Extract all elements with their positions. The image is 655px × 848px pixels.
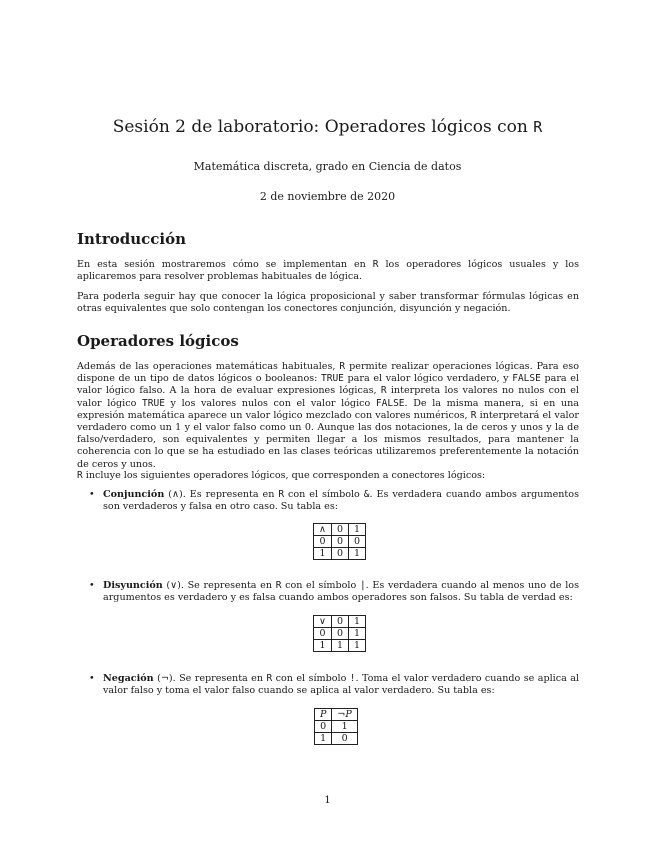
table-cell: ¬P — [332, 709, 357, 721]
text: Además de las operaciones matemáticas habituales, — [77, 361, 340, 372]
term: Disyunción — [103, 580, 163, 591]
table-cell: 0 — [331, 548, 348, 560]
text: incluye los siguientes operadores lógicos, que corresponden a conectores lógicos: — [82, 470, 486, 481]
bullet-icon: • — [89, 673, 95, 684]
list-item-text — [103, 673, 579, 697]
table-cell: 1 — [314, 548, 332, 560]
table-cell: 0 — [331, 616, 348, 628]
text: con el símbolo — [272, 673, 350, 684]
table-cell: P — [315, 709, 332, 721]
text: permite realizar operaciones lógicas. Para eso dispone de un tipo de datos lógicos o booleanos: — [77, 361, 579, 385]
table-row — [314, 548, 366, 560]
document-subtitle: Matemática discreta, grado en Ciencia de datos — [193, 160, 462, 173]
table-cell: 1 — [314, 640, 332, 652]
table-cell: 0 — [331, 536, 348, 548]
table-cell: 0 — [315, 721, 332, 733]
inline-code: R — [372, 259, 379, 270]
table-row — [314, 640, 366, 652]
intro-paragraph-2: Para poderla seguir hay que conocer la lógica proposicional y saber transformar fórmulas lógicas en otras equivalentes que solo contengan los conectores conjunción, disyunción y negación. — [77, 291, 579, 315]
text: (∨). — [162, 580, 184, 591]
inline-code: TRUE — [142, 397, 165, 409]
truth-table-conjunction — [313, 523, 366, 560]
table-row — [314, 616, 366, 628]
inline-code: R — [266, 673, 273, 684]
table-cell: ∧ — [314, 524, 332, 536]
text: Se representa en — [175, 673, 267, 684]
list-item-text — [103, 489, 579, 513]
text: para el valor lógico falso. A la hora de evaluar expresiones lógicas, — [77, 373, 580, 397]
truth-table-negation — [314, 708, 358, 745]
intro-paragraph-1 — [77, 259, 579, 283]
operators-paragraph-2 — [77, 470, 579, 482]
text: Se representa en — [183, 580, 276, 591]
document-title — [0, 117, 655, 137]
list-item-disjunction — [89, 580, 579, 604]
table-cell: 1 — [349, 548, 366, 560]
document-date: 2 de noviembre de 2020 — [259, 190, 396, 203]
inline-code: R — [77, 470, 83, 481]
list-item-text — [103, 580, 579, 604]
text: para el valor lógico verdadero, y — [343, 373, 513, 385]
operators-paragraph-1 — [77, 361, 579, 471]
text: . Es verdadera cuando al menos uno de los argumentos es verdadero y es falsa cuando ambos operadores son falsos. Su tabla de verdad es: — [103, 580, 580, 604]
title-text: Sesión 2 de laboratorio: Operadores lógicos con — [112, 117, 534, 137]
section-heading-intro: Introducción — [77, 230, 187, 248]
section-heading-operators: Operadores lógicos — [77, 332, 239, 350]
inline-code: & — [363, 489, 370, 500]
table-cell: 0 — [331, 524, 348, 536]
inline-code: R — [470, 409, 477, 421]
table-cell: 1 — [315, 733, 332, 745]
text: los operadores lógicos usuales y los aplicaremos para resolver problemas habituales de lógica. — [77, 259, 580, 283]
inline-code: R — [275, 580, 282, 591]
inline-code: R — [339, 361, 346, 372]
list-item-conjunction — [89, 489, 579, 513]
table-cell: 0 — [314, 628, 332, 640]
inline-code: R — [380, 385, 387, 397]
table-row — [315, 709, 358, 721]
table-row — [314, 628, 366, 640]
table-cell: 0 — [331, 628, 348, 640]
text: En esta sesión mostraremos cómo se implementan en — [77, 259, 373, 270]
text: con el símbolo — [281, 580, 360, 591]
inline-code: TRUE — [321, 373, 344, 385]
text: (¬). — [153, 673, 176, 684]
text: y los valores nulos con el valor lógico — [164, 397, 376, 409]
table-cell: 1 — [349, 640, 366, 652]
bullet-icon: • — [89, 580, 95, 591]
term: Negación — [103, 673, 154, 684]
table-cell: ∨ — [314, 616, 332, 628]
table-row — [314, 536, 366, 548]
text: con el símbolo — [284, 489, 364, 500]
text: (∧). — [164, 489, 186, 500]
text: . De la misma manera, si en una expresión matemática aparece un valor lógico mezclado con valores numéricos, — [77, 397, 579, 421]
term: Conjunción — [103, 489, 165, 500]
table-cell: 1 — [349, 524, 366, 536]
truth-table-disjunction — [313, 615, 366, 652]
inline-code: FALSE — [512, 373, 541, 385]
table-row — [314, 524, 366, 536]
table-row — [315, 733, 358, 745]
text: interpreta los valores no nulos con el valor lógico — [77, 385, 579, 409]
text: interpretará el valor verdadero como un 1 y el valor falso como un 0. Aunque las dos notaciones, la de ceros y unos y la de falso/verdadero, son equivalentes y permiten llegar a los mismos resultados, para mantener la coherencia con lo que se ha estudiado en las clases teóricas utilizaremos preferentemente la notación de ceros y unos. — [77, 409, 579, 470]
text: Es representa en — [185, 489, 279, 500]
text: . Toma el valor verdadero cuando se aplica al valor falso y toma el valor falso cuando se aplica al valor verdadero. Su tabla es: — [103, 673, 580, 697]
table-row — [315, 721, 358, 733]
title-code: R — [533, 118, 543, 136]
page-number: 1 — [324, 795, 331, 806]
table-cell: 1 — [349, 616, 366, 628]
bullet-icon: • — [89, 489, 95, 500]
table-cell: 1 — [349, 628, 366, 640]
inline-code: FALSE — [375, 397, 405, 409]
list-item-negation — [89, 673, 579, 697]
inline-code: R — [278, 489, 285, 500]
table-cell: 1 — [331, 640, 348, 652]
table-cell: 0 — [332, 733, 357, 745]
table-cell: 0 — [349, 536, 366, 548]
table-cell: 1 — [332, 721, 357, 733]
inline-code: | — [359, 580, 366, 591]
table-cell: 0 — [314, 536, 332, 548]
text: . Es verdadera cuando ambos argumentos son verdaderos y falsa en otro caso. Su tabla es: — [103, 489, 579, 513]
inline-code: ! — [349, 673, 356, 684]
